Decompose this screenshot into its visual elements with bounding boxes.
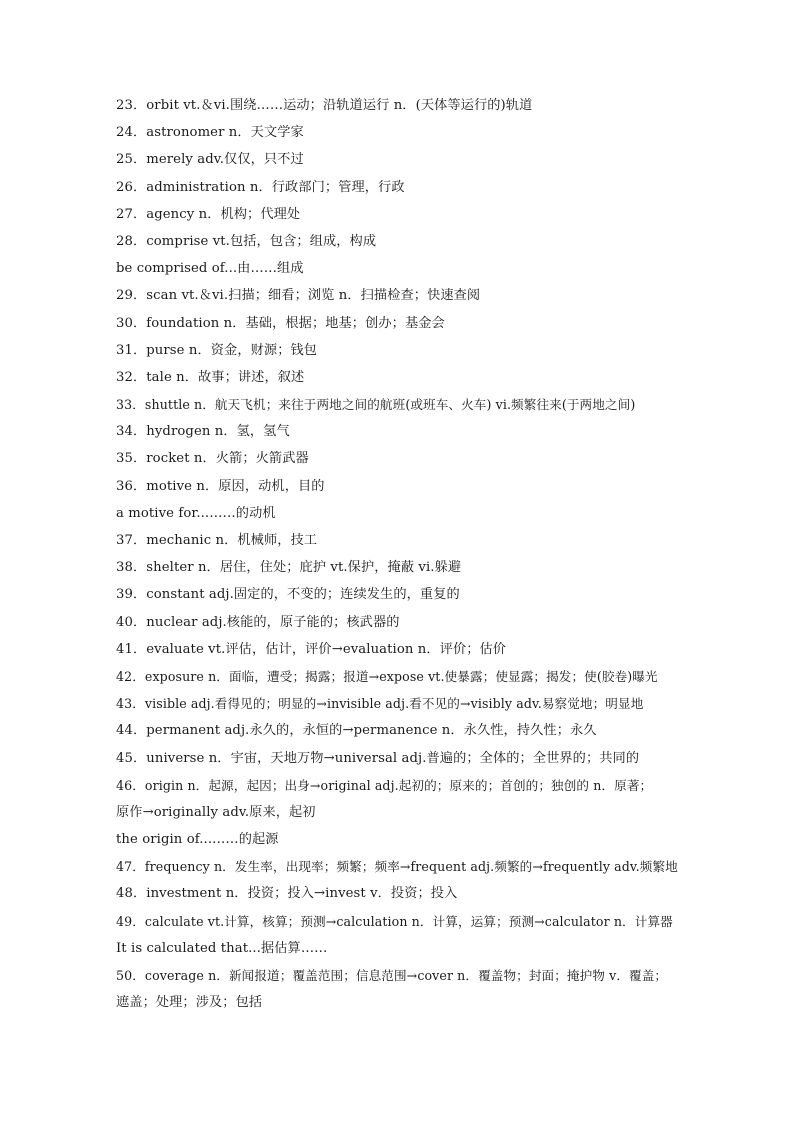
entry-48: 48．investment n．投资；投入→invest v．投资；投入: [116, 886, 458, 902]
entry-32: 32．tale n．故事；讲述，叙述: [116, 369, 305, 385]
phrase-comprised-of: be comprised of...由……组成: [116, 261, 304, 277]
phrase-motive-for: a motive for...……的动机: [116, 505, 276, 521]
entry-23: 23．orbit vt.＆vi.围绕……运动；沿轨道运行 n．(天体等运行的)轨道: [116, 98, 533, 113]
entry-26: 26．administration n．行政部门；管理，行政: [116, 179, 405, 195]
entry-34: 34．hydrogen n．氢，氢气: [116, 424, 290, 440]
entry-36: 36．motive n．原因，动机，目的: [116, 478, 325, 494]
phrase-it-is-calculated: It is calculated that...据估算……: [116, 940, 328, 956]
entry-47: 47．frequency n．发生率，出现率；频繁；频率→frequent adj.频繁的→frequently adv.频繁地: [116, 859, 678, 875]
entry-27: 27．agency n．机构；代理处: [116, 206, 301, 222]
entry-28: 28．comprise vt.包括，包含；组成，构成: [116, 233, 377, 249]
entry-43: 43．visible adj.看得见的；明显的→invisible adj.看不见的→visibly adv.易察觉地；明显地: [116, 696, 644, 712]
entry-30: 30．foundation n．基础，根据；地基；创办；基金会: [116, 315, 445, 331]
entry-39: 39．constant adj.固定的，不变的；连续发生的，重复的: [116, 587, 460, 603]
phrase-origin-of: the origin of...……的起源: [116, 832, 279, 848]
entry-29: 29．scan vt.＆vi.扫描；细看；浏览 n．扫描检查；快速查阅: [116, 288, 481, 304]
entry-38: 38．shelter n．居住，住处；庇护 vt.保护，掩蔽 vi.躲避: [116, 560, 462, 576]
vocabulary-list: [116, 92, 682, 1016]
entry-35: 35．rocket n．火箭；火箭武器: [116, 451, 309, 467]
entry-45: 45．universe n．宇宙，天地万物→universal adj.普遍的；全体的；全世界的；共同的: [116, 750, 640, 766]
entry-33: 33．shuttle n．航天飞机；来往于两地之间的航班(或班车、火车) vi.频繁往来(于两地之间): [116, 397, 636, 413]
entry-46-continued: 原作→originally adv.原来，起初: [116, 804, 316, 820]
entry-24: 24．astronomer n．天文学家: [116, 125, 304, 141]
entry-42: 42．exposure n．面临，遭受；揭露；报道→expose vt.使暴露；使显露；揭发；使(胶卷)曝光: [116, 668, 658, 684]
entry-50: 50．coverage n．新闻报道；覆盖范围；信息范围→cover n．覆盖物；封面；掩护物 v．覆盖；: [116, 968, 668, 983]
entry-50-continued: 遮盖；处理；涉及；包括: [116, 995, 263, 1011]
entry-31: 31．purse n．资金，财源；钱包: [116, 342, 318, 358]
entry-37: 37．mechanic n．机械师，技工: [116, 533, 318, 548]
entry-41: 41．evaluate vt.评估，估计，评价→evaluation n．评价；估价: [116, 641, 507, 657]
entry-49: 49．calculate vt.计算，核算；预测→calculation n．计算，运算；预测→calculator n．计算器: [116, 913, 673, 929]
entry-46: 46．origin n．起源，起因；出身→original adj.起初的；原来的；首创的；独创的 n．原著；: [116, 777, 653, 793]
entry-25: 25．merely adv.仅仅，只不过: [116, 152, 304, 168]
entry-40: 40．nuclear adj.核能的，原子能的；核武器的: [116, 614, 400, 630]
entry-44: 44．permanent adj.永久的，永恒的→permanence n．永久性，持久性；永久: [116, 723, 597, 739]
